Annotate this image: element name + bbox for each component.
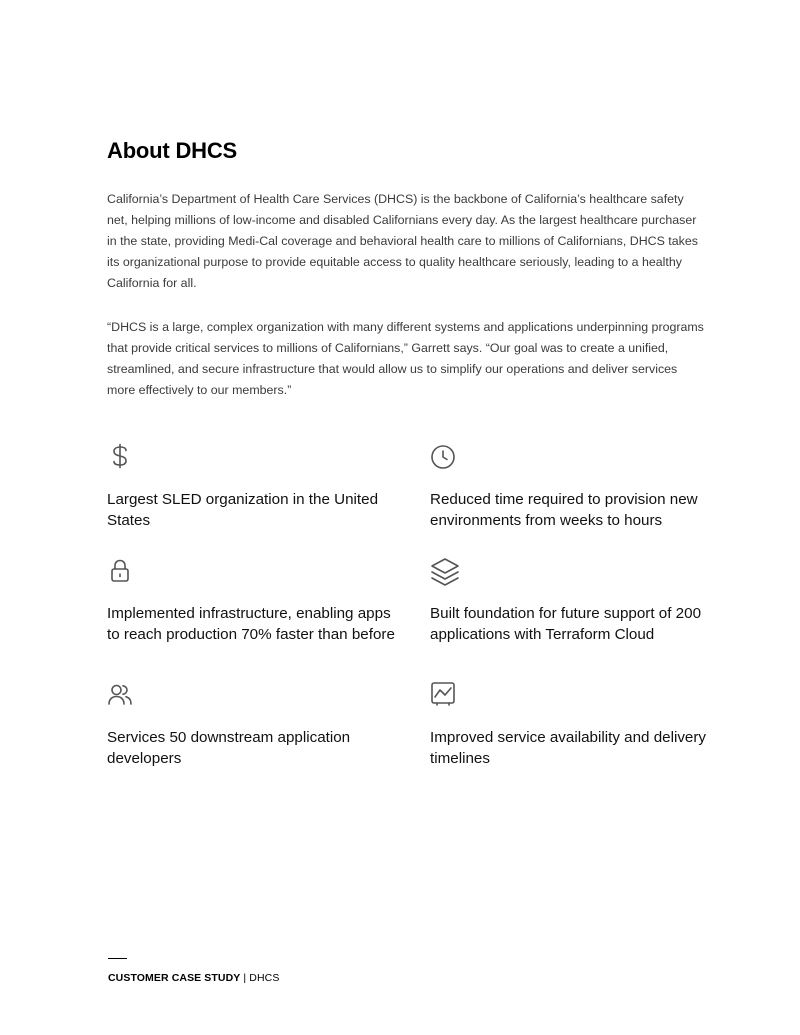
intro-paragraph: California’s Department of Health Care Services (DHCS) is the backbone of California’s healthcare safety net, helping millions of low-income and disabled Californians every day. As the largest healthcare purchaser in the state, providing Medi-Cal coverage and behavioral health care to millions of Californians, DHCS takes its organizational purpose to provide equitable access to quality healthcare seriously, leading to a healthy California for all.	[107, 192, 698, 290]
stat-item	[107, 681, 407, 769]
chart-icon	[430, 681, 456, 707]
quote-paragraph: “DHCS is a large, complex organization with many different systems and applications underpinning programs that provide critical services to millions of Californians,” Garrett says. “Our goal was to create a unified, streamlined, and secure infrastructure that would allow us to simplify our operations and deliver services more effectively to our members.”	[107, 320, 704, 397]
stat-item	[107, 443, 407, 531]
layers-icon	[430, 557, 456, 583]
footer-separator: |	[240, 972, 250, 984]
stat-text: Implemented infrastructure, enabling apps to reach production 70% faster than before	[107, 605, 395, 643]
lock-icon	[107, 557, 133, 583]
page-title: About DHCS	[107, 138, 237, 163]
footer-label: CUSTOMER CASE STUDY	[108, 972, 241, 984]
stat-text: Services 50 downstream application developers	[107, 729, 351, 767]
footer	[108, 972, 279, 984]
clock-icon	[430, 443, 456, 469]
stat-text: Largest SLED organization in the United States	[107, 491, 379, 529]
dollar-icon	[107, 443, 133, 469]
stat-text: Reduced time required to provision new environments from weeks to hours	[430, 491, 698, 529]
footer-divider	[108, 958, 127, 959]
stat-text: Improved service availability and delivery timelines	[430, 729, 707, 767]
stat-text: Built foundation for future support of 200 applications with Terraform Cloud	[430, 605, 702, 643]
stat-item	[107, 557, 407, 645]
footer-company: DHCS	[249, 972, 280, 984]
stat-item	[430, 681, 730, 769]
stat-item	[430, 557, 730, 645]
users-icon	[107, 681, 133, 707]
stat-item	[430, 443, 730, 531]
